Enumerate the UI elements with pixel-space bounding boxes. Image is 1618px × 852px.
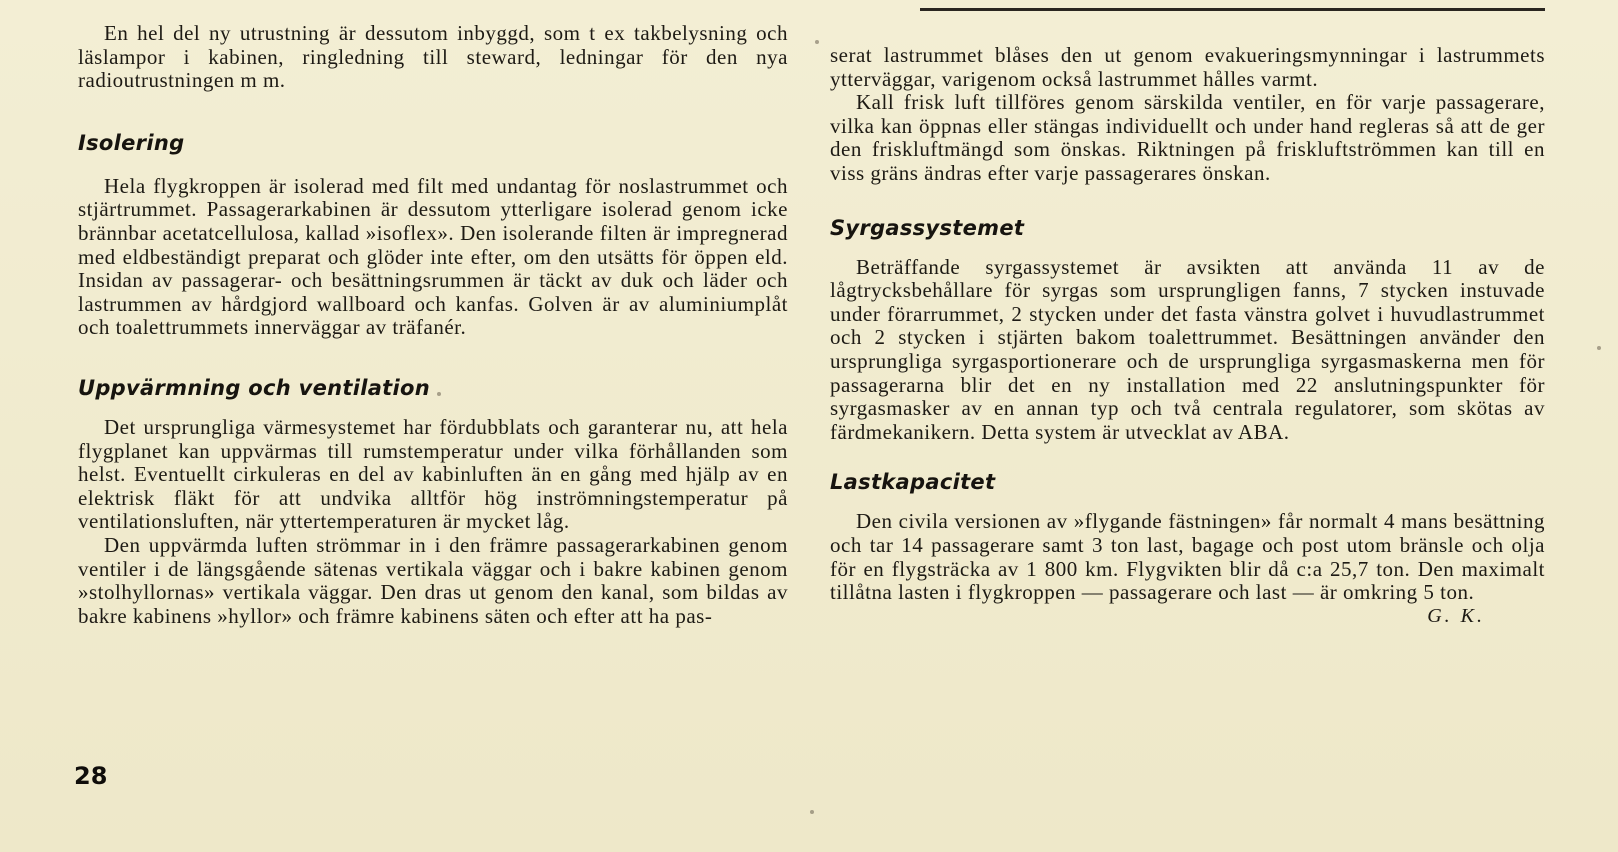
syrgas-heading: Syrgassystemet bbox=[830, 215, 1025, 240]
right-column bbox=[830, 22, 1545, 628]
left-column bbox=[78, 22, 788, 628]
intro-paragraph: En hel del ny utrustning är dessutom inbyggd, som t ex takbelysning och läslampor i kabinen, ringledning till steward, ledningar för den nya radioutrustningen m m. bbox=[78, 21, 788, 93]
uppvarmning-paragraph-1: Det ursprungliga värmesystemet har fördubblats och garanterar nu, att hela flygplanet kan uppvärmas till rumstemperatur under vilka förhållanden som helst. Eventuellt cirkuleras en del av kabinluften än en gång med hjälp av en elektrisk fläkt för att undvika alltför hög inströmningstemperatur på ventilationsluften, när yttertemperaturen är mycket låg. bbox=[78, 414, 788, 534]
page-number: 28 bbox=[74, 762, 108, 790]
author-signature: G. K. bbox=[1427, 604, 1485, 627]
syrgas-paragraph: Beträffande syrgassystemet är avsikten att använda 11 av de lågtrycksbehållare för syrgas som ursprungligen fanns, 7 stycken instuvade under förarrummet, 2 stycken under det fasta vänstra golvet i huvudlastrummet och 2 stycken i stjärten bakom toalettrummet. Besättningen använder den ursprungliga syrgasportionerare och de ursprungliga syrgasmaskerna men för passagerarna blir det en ny installation med 22 anslutningspunkter för syrgasmasker av en annan typ och två centrala regulatorer, som skötas av färdmekanikern. Detta system är utvecklat av ABA. bbox=[830, 254, 1545, 444]
fresh-air-paragraph: Kall frisk luft tillföres genom särskilda ventiler, en för varje passagerare, vilka kan öppnas eller stängas individuellt och under hand regleras så att de ger den friskluftmängd som önskas. Riktningen på friskluftströmmen kan till en viss gräns ändras efter varje passagerares önskan. bbox=[830, 90, 1545, 185]
continuation-paragraph: serat lastrummet blåses den ut genom evakueringsmynningar i lastrummets ytterväggar, varigenom också lastrummet hålles varmt. bbox=[830, 43, 1545, 91]
uppvarmning-paragraph-2: Den uppvärmda luften strömmar in i den främre passagerarkabinen genom ventiler i de längsgående sätenas vertikala väggar och i bakre kabinen genom »stolhyllornas» vertikala väggar. Den dras ut genom den kanal, som bildas av bakre kabinens »hyllor» och främre kabinens säten och efter att ha pas- bbox=[78, 532, 788, 628]
print-speck bbox=[1597, 346, 1601, 350]
uppvarmning-heading: Uppvärmning och ventilation bbox=[78, 375, 430, 400]
lastkapacitet-paragraph: Den civila versionen av »flygande fästningen» får normalt 4 mans besättning och tar 14 passagerare samt 3 ton last, bagage och post utom bränsle och olja för en flygsträcka av 1 800 km. Flygvikten blir då c:a 25,7 ton. Den maximalt tillåtna lasten i flygkroppen — passagerare och last — är omkring 5 ton. bbox=[830, 509, 1545, 605]
lastkapacitet-heading: Lastkapacitet bbox=[830, 470, 996, 495]
isolering-paragraph: Hela flygkroppen är isolerad med filt med undantag för noslastrummet och stjärtrummet. Passagerarkabinen är dessutom ytterligare isolerad genom icke brännbar acetatcellulosa, kallad »isoflex». Den isolerande filten är impregnerad med eldbeständigt preparat och glöder inte efter, om den utsätts för öppen eld. Insidan av passagerar- och besättningsrummen är täckt av duk och läder och lastrummen av hårdgjord wallboard och kanfas. Golven är av aluminiumplåt och toalettrummets innerväggar av träfanér. bbox=[78, 173, 788, 340]
isolering-heading: Isolering bbox=[78, 130, 185, 155]
top-rule bbox=[920, 8, 1545, 11]
print-speck bbox=[437, 392, 441, 396]
print-speck bbox=[810, 810, 814, 814]
print-speck bbox=[815, 40, 819, 44]
